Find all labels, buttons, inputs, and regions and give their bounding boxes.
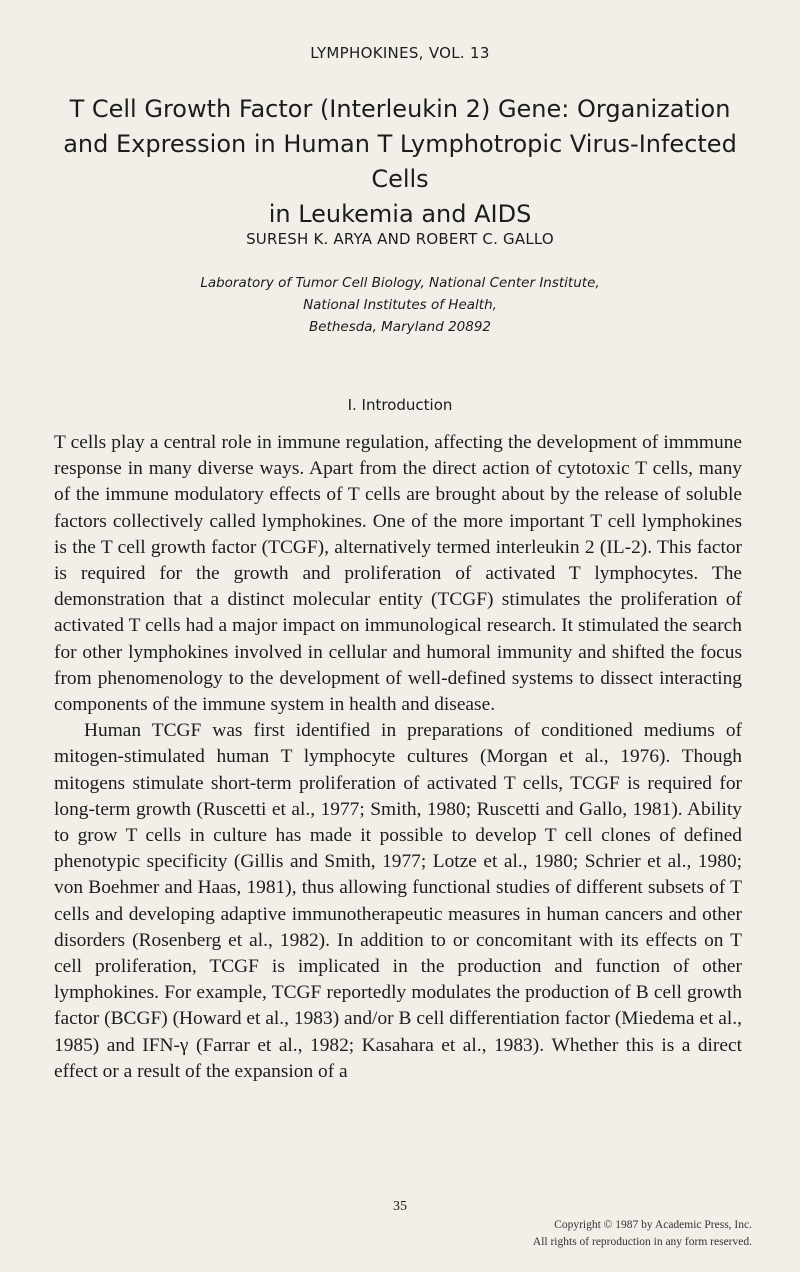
title-line: T Cell Growth Factor (Interleukin 2) Gene: Organization: [69, 95, 731, 123]
authors: SURESH K. ARYA AND ROBERT C. GALLO: [246, 230, 554, 248]
paragraph: T cells play a central role in immune regulation, affecting the development of immmune response in many diverse ways. Apart from the direct action of cytotoxic T cells, many of the immune modulatory effects of T cells are brought about by the release of soluble factors collectively called lymphokines. One of the more important T cell lymphokines is the T cell growth factor (TCGF), alternatively termed interleukin 2 (IL-2). This factor is required for the growth and proliferation of activated T lymphocytes. The demonstration that a distinct molecular entity (TCGF) stimulates the proliferation of activated T cells had a major impact on immunological research. It stimulated the search for other lymphokines involved in cellular and humoral immunity and shifted the focus from phenomenology to the development of well-defined systems to dissect interacting components of the immune system in health and disease.: [54, 432, 742, 716]
article-title: [40, 92, 760, 232]
copyright-line: Copyright © 1987 by Academic Press, Inc.: [554, 1219, 752, 1231]
copyright-notice: [352, 1217, 752, 1251]
title-line: in Leukemia and AIDS: [268, 200, 532, 228]
paragraph: Human TCGF was first identified in preparations of conditioned mediums of mitogen-stimulated human T lymphocyte cultures (Morgan et al., 1976). Though mitogens stimulate short-term proliferation of activated T cells, TCGF is required for long-term growth (Ruscetti et al., 1977; Smith, 1980; Ruscetti and Gallo, 1981). Ability to grow T cells in culture has made it possible to develop T cell clones of defined phenotypic specificity (Gillis and Smith, 1977; Lotze et al., 1980; Schrier et al., 1980; von Boehmer and Haas, 1981), thus allowing functional studies of different subsets of T cells and developing adaptive immunotherapeutic measures in human cancers and other disorders (Rosenberg et al., 1982). In addition to or concomitant with its effects on T cell proliferation, TCGF is implicated in the production and function of other lymphokines. For example, TCGF reportedly modulates the production of B cell growth factor (BCGF) (Howard et al., 1983) and/or B cell differentiation factor (Miedema et al., 1985) and IFN-γ (Farrar et al., 1982; Kasahara et al., 1983). Whether this is a direct effect or a result of the expansion of a: [54, 720, 742, 1082]
affiliation-line: Laboratory of Tumor Cell Biology, National Center Institute,: [200, 275, 600, 291]
title-line: and Expression in Human T Lymphotropic Virus-Infected Cells: [63, 130, 737, 193]
affiliation-line: National Institutes of Health,: [303, 297, 497, 313]
copyright-line: All rights of reproduction in any form reserved.: [532, 1236, 752, 1248]
affiliation-line: Bethesda, Maryland 20892: [308, 319, 492, 335]
affiliation: [0, 272, 800, 338]
page-number: 35: [393, 1199, 407, 1214]
section-heading: I. Introduction: [347, 396, 453, 414]
running-head: LYMPHOKINES, VOL. 13: [310, 44, 490, 62]
body-text: [54, 430, 742, 1085]
